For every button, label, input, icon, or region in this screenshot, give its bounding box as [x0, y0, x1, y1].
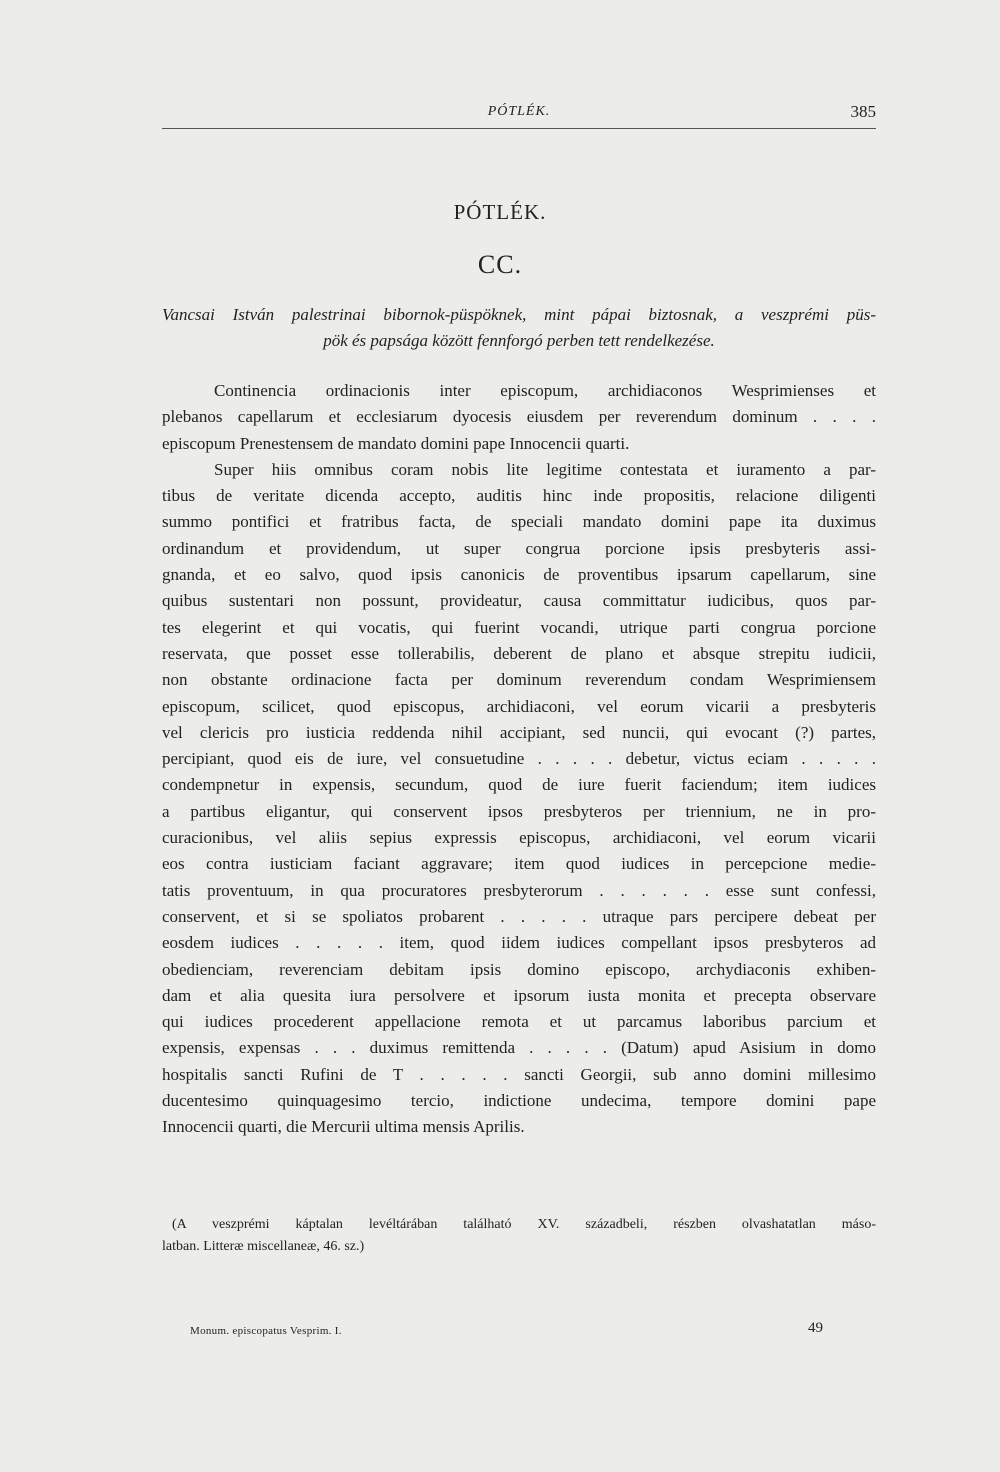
- body-line: qui iudices procederent appellacione remota et ut parcamus laboribus parcium et: [162, 1012, 876, 1032]
- note-line: (A veszprémi káptalan levéltárában található XV. századbeli, részben olvashatatlan máso-: [172, 1217, 876, 1232]
- body-line: quibus sustentari non possunt, provideatur, causa committatur iudicibus, quos par-: [162, 591, 876, 611]
- body-line: non obstante ordinacione facta per dominum reverendum condam Wesprimiensem: [162, 670, 876, 690]
- section-title: PÓTLÉK.: [453, 200, 547, 224]
- footer-signature: Monum. episcopatus Vesprim. I.: [190, 1325, 342, 1337]
- body-line: tes elegerint et qui vocatis, qui fuerint vocandi, utrique parti congrua porcione: [162, 617, 876, 637]
- document-number: CC.: [477, 250, 523, 279]
- body-line: dam et alia quesita iura persolvere et ipsorum iusta monita et precepta observare: [162, 985, 876, 1005]
- heading-line: Vancsai István palestrinai bibornok-püspöknek, mint pápai biztosnak, a veszprémi püs-: [162, 305, 876, 324]
- body-line: curacionibus, vel aliis sepius expressis episcopus, archidiaconi, vel eorum vicarii: [162, 828, 876, 848]
- body-line: condempnetur in expensis, secundum, quod de iure fuerit faciendum; item iudices: [162, 775, 876, 795]
- note-line: latban. Litteræ miscellaneæ, 46. sz.): [162, 1239, 365, 1254]
- header-rule: [162, 128, 876, 129]
- body-line: expensis, expensas . . . duximus remittenda . . . . . (Datum) apud Asisium in domo: [162, 1038, 876, 1058]
- body-line: percipiant, quod eis de iure, vel consuetudine . . . . . debetur, victus eciam . . . . .: [162, 749, 876, 769]
- body-line: ordinandum et providendum, ut super congrua porcione ipsis presbyteris assi-: [162, 538, 876, 558]
- source-note: [162, 1214, 876, 1258]
- body-line: ducentesimo quinquagesimo tercio, indictione undecima, tempore domini pape: [162, 1091, 876, 1111]
- body-line: eos contra iusticiam faciant aggravare; item quod iudices in percepcione medie-: [162, 854, 876, 874]
- body-line: a partibus eligantur, qui conservent ipsos presbyteros per triennium, ne in pro-: [162, 801, 876, 821]
- body-line: Innocencii quarti, die Mercurii ultima mensis Aprilis.: [162, 1117, 525, 1137]
- running-title: PÓTLÉK.: [487, 104, 551, 119]
- body-line: episcopum, scilicet, quod episcopus, archidiaconi, vel eorum vicarii a presbyteris: [162, 696, 876, 716]
- body-line: plebanos capellarum et ecclesiarum dyocesis eiusdem per reverendum dominum . . . .: [162, 407, 876, 427]
- body-line: obedienciam, reverenciam debitam ipsis domino episcopo, archydiaconis exhiben-: [162, 959, 876, 979]
- body-line: vel clericis pro iusticia reddenda nihil accipiant, sed nuncii, qui evocant (?) partes,: [162, 722, 876, 742]
- body-line: Continencia ordinacionis inter episcopum, archidiaconos Wesprimienses et: [214, 381, 876, 400]
- body-line: reservata, que posset esse tollerabilis, deberent de plano et absque strepitu iudicii,: [162, 643, 876, 663]
- document-heading: [162, 302, 876, 354]
- body-line: gnanda, et eo salvo, quod ipsis canonicis de proventibus ipsarum capellarum, sine: [162, 565, 876, 585]
- running-head: [162, 104, 876, 130]
- body-line: episcopum Prenestensem de mandato domini pape Innocencii quarti.: [162, 433, 630, 453]
- body-line: summo pontifici et fratribus facta, de speciali mandato domini pape ita duximus: [162, 512, 876, 532]
- body-line: hospitalis sancti Rufini de T . . . . . sancti Georgii, sub anno domini millesimo: [162, 1064, 876, 1084]
- body-line: tatis proventuum, in qua procuratores presbyterorum . . . . . . esse sunt confessi,: [162, 880, 876, 900]
- body-line: conservent, et si se spoliatos probarent . . . . . utraque pars percipere debeat per: [162, 906, 876, 926]
- body-text: [162, 378, 876, 1141]
- sheet-number: 49: [808, 1320, 823, 1336]
- heading-line: pök és papsága között fennforgó perben tett rendelkezése.: [323, 331, 715, 350]
- body-line: Super hiis omnibus coram nobis lite legitime contestata et iuramento a par-: [214, 459, 876, 479]
- page-number: 385: [850, 102, 876, 121]
- body-line: tibus de veritate dicenda accepto, auditis hinc inde propositis, relacione diligenti: [162, 486, 876, 506]
- body-line: eosdem iudices . . . . . item, quod iidem iudices compellant ipsos presbyteros ad: [162, 933, 876, 953]
